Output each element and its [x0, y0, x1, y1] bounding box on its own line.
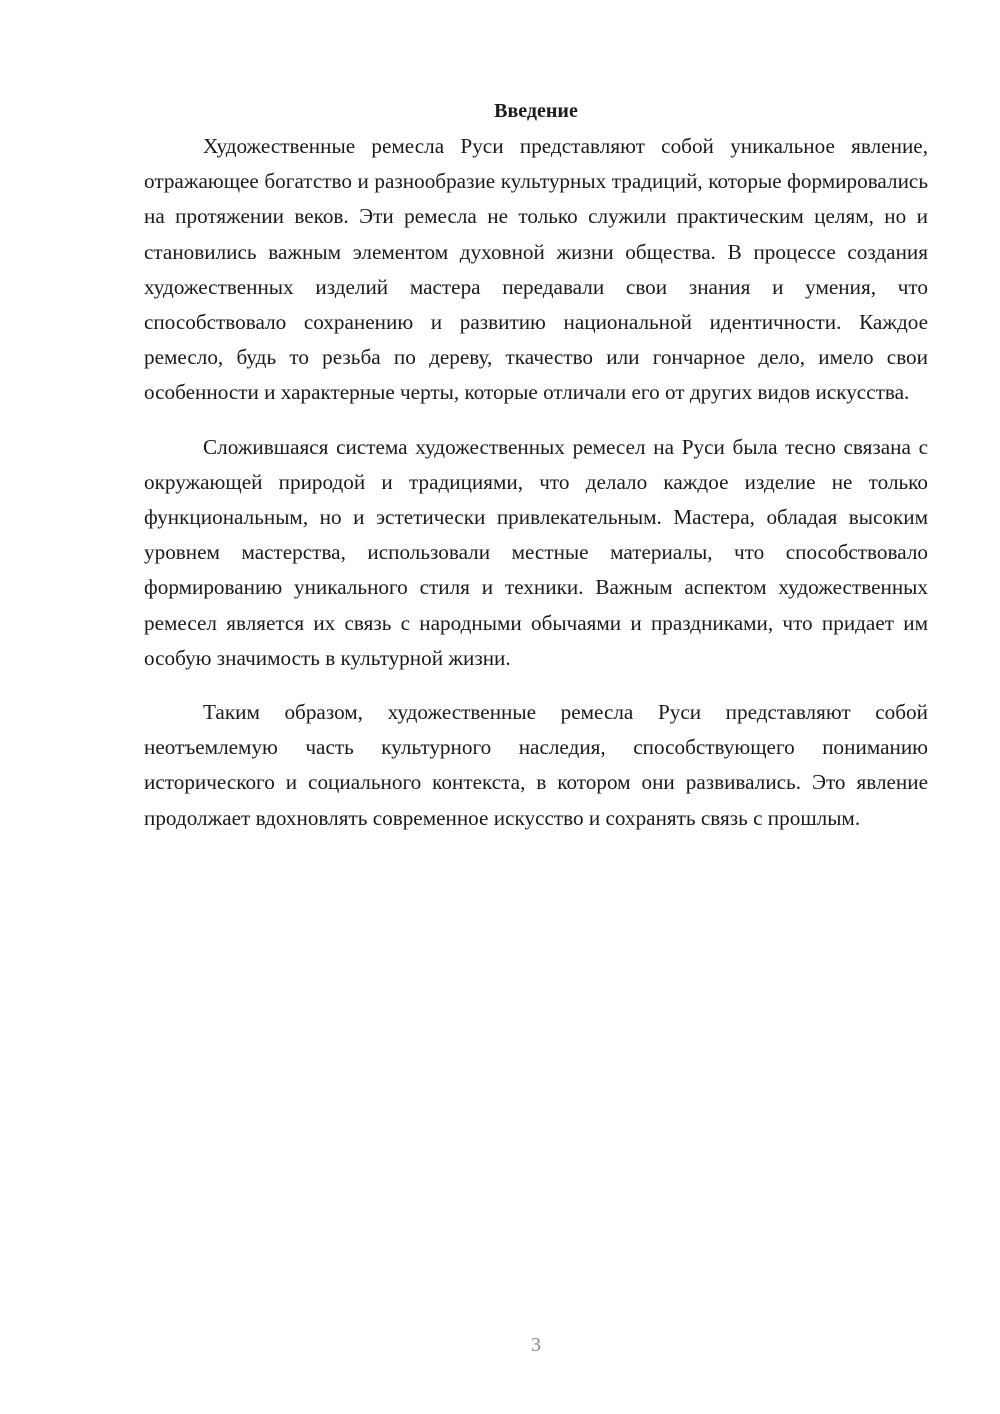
section-heading: Введение [494, 100, 578, 122]
paragraph-1: Художественные ремесла Руси представляют собой уникальное явление, отражающее богатство и разнообразие культурных традиций, которые формировались на протяжении веков. Эти ремесла не только служили практическим целям, но и становились важным элементом духовной жизни общества. В процессе создания художественных изделий мастера передавали свои знания и умения, что способствовало сохранению и развитию национальной идентичности. Каждое ремесло, будь то резьба по дереву, ткачество или гончарное дело, имело свои особенности и характерные черты, которые отличали его от других видов искусства. [144, 134, 928, 405]
paragraph-2: Сложившаяся система художественных ремесел на Руси была тесно связана с окружающей природой и традициями, что делало каждое изделие не только функциональным, но и эстетически привлекательным. Мастера, обладая высоким уровнем мастерства, использовали местные материалы, что способствовало формированию уникального стиля и техники. Важным аспектом художественных ремесел является их связь с народными обычаями и праздниками, что придает им особую значимость в культурной жизни. [144, 434, 928, 670]
paragraph-3: Таким образом, художественные ремесла Руси представляют собой неотъемлемую часть культурного наследия, способствующего пониманию исторического и социального контекста, в котором они развивались. Это явление продолжает вдохновлять современное искусство и сохранять связь с прошлым. [144, 700, 928, 830]
page-number: 3 [531, 1334, 541, 1356]
document-body [144, 94, 928, 836]
